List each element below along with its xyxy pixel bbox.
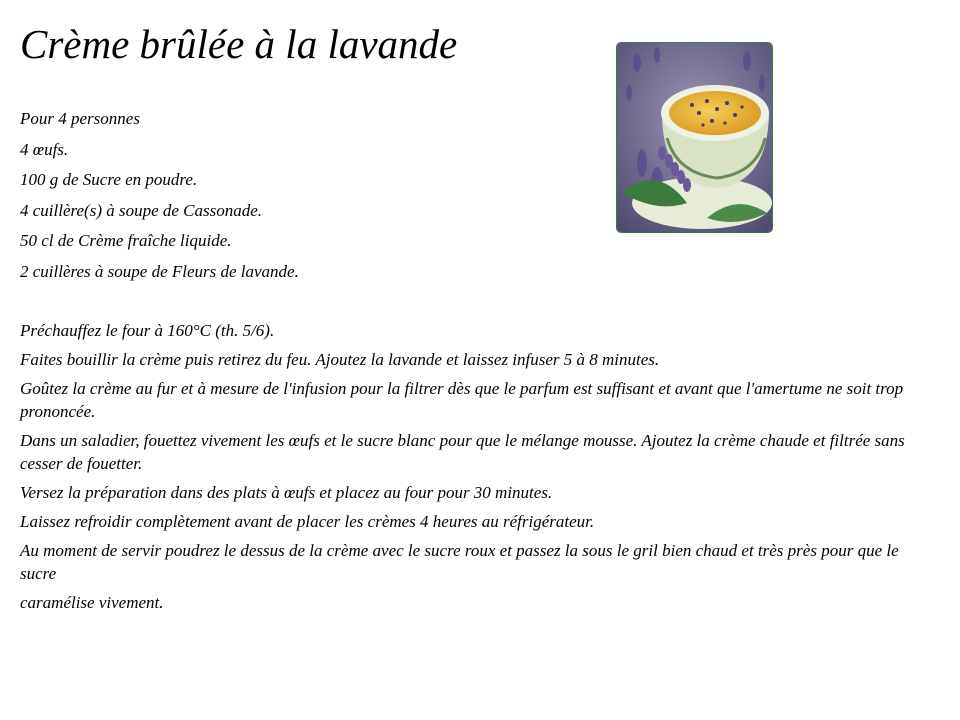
instruction-step: Au moment de servir poudrez le dessus de la crème avec le sucre roux et passez la sous le gril bien chaud et très près pour que le sucre: [20, 541, 899, 583]
servings: Pour 4 personnes: [20, 109, 140, 128]
ingredient-item: 50 cl de Crème fraîche liquide.: [20, 231, 232, 250]
instruction-step: Versez la préparation dans des plats à œufs et placez au four pour 30 minutes.: [20, 483, 553, 502]
recipe-photo: [616, 42, 773, 233]
instruction-step: Goûtez la crème au fur et à mesure de l'infusion pour la filtrer dès que le parfum est suffisant et avant que l'amertume ne soit trop prononcée.: [20, 379, 904, 421]
ingredients-list: [20, 104, 299, 287]
ingredient-item: 100 g de Sucre en poudre.: [20, 170, 198, 189]
creme-brulee-image: [617, 43, 772, 232]
instruction-step: Laissez refroidir complètement avant de placer les crèmes 4 heures au réfrigérateur.: [20, 512, 595, 531]
instruction-step: Dans un saladier, fouettez vivement les œufs et le sucre blanc pour que le mélange mousse. Ajoutez la crème chaude et filtrée sans cesser de fouetter.: [20, 431, 905, 473]
instruction-step: Préchauffez le four à 160°C (th. 5/6).: [20, 321, 275, 340]
ingredient-item: 4 cuillère(s) à soupe de Cassonade.: [20, 200, 263, 220]
instruction-step: caramélise vivement.: [20, 593, 164, 612]
ingredient-item: 4 œufs.: [20, 139, 69, 159]
recipe-title: Crème brûlée à la lavande: [20, 21, 458, 67]
instructions-list: [20, 319, 938, 620]
ingredient-item: 2 cuillères à soupe de Fleurs de lavande.: [20, 261, 299, 281]
instruction-step: Faites bouillir la crème puis retirez du feu. Ajoutez la lavande et laissez infuser 5 à 8 minutes.: [20, 350, 660, 369]
